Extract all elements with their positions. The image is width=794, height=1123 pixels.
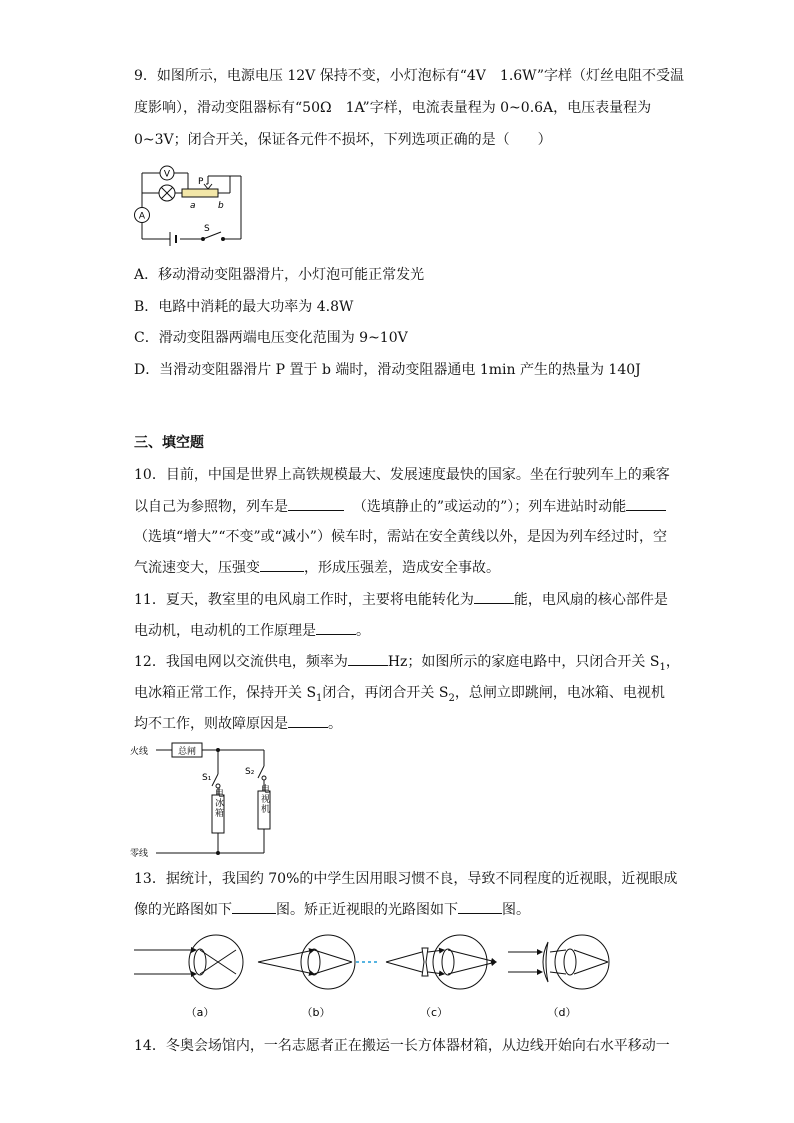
q9-option-d: D．当滑动变阻器滑片 P 置于 b 端时，滑动变阻器通电 1min 产生的热量为 140J <box>134 362 641 378</box>
q13-blank-1 <box>232 899 276 914</box>
q11-text-1a: 11．夏天，教室里的电风扇工作时，主要将电能转化为 <box>134 592 474 608</box>
q12-blank-1 <box>348 651 388 666</box>
q10-blank-2 <box>626 496 666 511</box>
tv-label: 电视机 <box>259 784 269 814</box>
caption-a: （a） <box>185 1006 215 1019</box>
q12-text-1b: Hz；如图所示的家庭电路中，只闭合开关 S <box>387 654 660 670</box>
q10-line-4 <box>134 557 500 578</box>
q11-blank-1 <box>474 589 514 604</box>
q12-text-3a: 均不工作，则故障原因是 <box>134 716 288 732</box>
q13-line-1: 13．据统计，我国约 70%的中学生因用眼习惯不良，导致不同程度的近视眼，近视眼成 <box>134 871 678 887</box>
q9-option-c: C．滑动变阻器两端电压变化范围为 9~10V <box>134 330 408 346</box>
q12-text-3b: 。 <box>328 716 342 732</box>
caption-b: （b） <box>301 1006 331 1019</box>
caption-c: （c） <box>419 1006 449 1019</box>
q10-text-2a: 以自己为参照物，列车是 <box>134 499 288 515</box>
q12-line-3 <box>134 713 342 734</box>
q13-eye-diagrams <box>130 928 650 1024</box>
q12-sub-1: 1 <box>659 661 666 673</box>
q10-blank-1 <box>288 496 344 511</box>
q12-sub-2: 1 <box>316 692 323 704</box>
q11-line-2 <box>134 620 370 641</box>
q10-text-2b: （选填静止的”或运动的”）；列车进站时动能 <box>352 499 627 515</box>
q12-text-1a: 12．我国电网以交流供电，频率为 <box>134 654 348 670</box>
q14-line-1: 14．冬奥会场馆内，一名志愿者正在搬运一长方体器材箱，从边线开始向右水平移动一 <box>134 1038 670 1054</box>
q9-line-2: 度影响），滑动变阻器标有“50Ω 1A”字样，电流表量程为 0~0.6A，电压表量程为 <box>134 100 652 116</box>
q10-line-3: （选填“增大”“不变”或“减小”）候车时，需站在安全黄线以外，是因为列车经过时，空 <box>134 529 667 545</box>
caption-d: （d） <box>547 1006 577 1019</box>
q12-text-2a: 电冰箱正常工作，保持开关 S <box>134 685 317 701</box>
neutral-wire-label: 零线 <box>130 849 149 859</box>
q10-text-4b: ，形成压强差，造成安全事故。 <box>304 560 500 576</box>
rheostat-icon <box>182 189 218 197</box>
live-wire-label: 火线 <box>130 747 149 757</box>
q9-line-1: 9．如图所示，电源电压 12V 保持不变，小灯泡标有“4V 1.6W”字样（灯丝电阻不受温 <box>134 68 684 84</box>
q12-sub-3: 2 <box>448 692 455 704</box>
q11-text-2b: 。 <box>356 623 370 639</box>
eye-diagram-a <box>134 935 243 989</box>
section-title: 三、填空题 <box>134 435 204 451</box>
q13-text-2b: 图。矫正近视眼的光路图如下 <box>276 902 458 918</box>
end-b-label: b <box>218 201 224 211</box>
switch-label: S <box>204 224 210 234</box>
eye-diagram-d <box>508 935 609 989</box>
q11-blank-2 <box>316 620 356 635</box>
q10-text-4a: 气流速变大，压强变 <box>134 560 260 576</box>
eye-diagram-b <box>258 935 355 989</box>
q12-blank-2 <box>288 713 328 728</box>
s1-label: S₁ <box>202 773 212 783</box>
q10-line-1: 10．目前，中国是世界上高铁规模最大、发展速度最快的国家。坐在行驶列车上的乘客 <box>134 467 670 483</box>
q12-text-1c: ， <box>665 654 680 670</box>
q9-option-a: A．移动滑动变阻器滑片，小灯泡可能正常发光 <box>134 267 425 283</box>
q9-option-b: B．电路中消耗的最大功率为 4.8W <box>134 299 354 315</box>
q13-blank-2 <box>458 899 502 914</box>
q12-text-2b: 闭合，再闭合开关 S <box>322 685 449 701</box>
end-a-label: a <box>190 201 196 211</box>
main-switch-label: 总闸 <box>177 747 197 757</box>
q10-blank-3 <box>260 557 304 572</box>
fridge-label: 电冰箱 <box>213 788 223 818</box>
q13-text-2a: 像的光路图如下 <box>134 902 232 918</box>
s2-label: S₂ <box>245 767 255 777</box>
q11-text-1b: 能，电风扇的核心部件是 <box>513 592 668 608</box>
q12-household-circuit <box>130 738 280 862</box>
q9-line-3: 0~3V；闭合开关，保证各元件不损坏，下列选项正确的是（ ） <box>134 132 552 148</box>
q11-text-2a: 电动机，电动机的工作原理是 <box>134 623 316 639</box>
q13-line-2 <box>134 899 530 920</box>
ammeter-label: A <box>138 211 146 222</box>
q12-line-2 <box>134 683 665 709</box>
slider-label: P <box>198 177 204 187</box>
voltmeter-label: V <box>163 169 171 180</box>
q13-text-2c: 图。 <box>502 902 530 918</box>
q10-line-2 <box>134 496 666 517</box>
eye-diagram-c <box>386 935 496 989</box>
q12-text-2c: ，总闸立即跳闸，电冰箱、电视机 <box>454 685 665 701</box>
q9-circuit-diagram <box>128 160 248 246</box>
q12-line-1 <box>134 651 680 678</box>
q11-line-1 <box>134 589 668 610</box>
